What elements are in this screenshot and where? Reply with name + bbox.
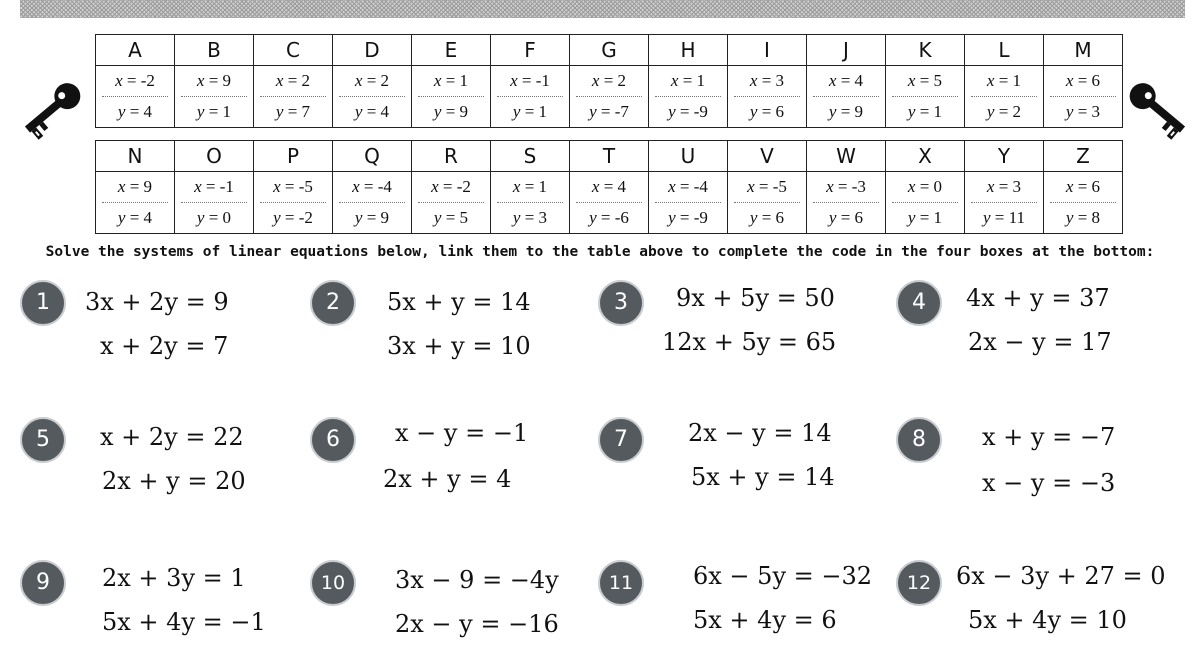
- equation-2: x − y = −3: [982, 469, 1116, 497]
- problem-1: [20, 280, 310, 390]
- code-values-cell: [965, 172, 1044, 234]
- y-value: y = 1: [196, 102, 232, 121]
- code-letter: Z: [1044, 141, 1123, 172]
- problem-4: [896, 280, 1186, 390]
- y-value: y = -7: [589, 102, 629, 121]
- x-value: x = 4: [813, 66, 879, 97]
- problem-3: [598, 280, 888, 390]
- code-letter: S: [491, 141, 570, 172]
- key-icon: [12, 74, 92, 148]
- equation-2: 2x + y = 20: [102, 467, 246, 495]
- x-value: x = -1: [181, 172, 247, 203]
- x-value: x = 3: [971, 172, 1037, 203]
- code-letter: V: [728, 141, 807, 172]
- problem-number-badge: 1: [20, 280, 66, 326]
- x-value: x = 2: [339, 66, 405, 97]
- x-value: x = 5: [892, 66, 958, 97]
- code-values-cell: [96, 172, 175, 234]
- code-letter: N: [96, 141, 175, 172]
- code-values-cell: [491, 66, 570, 128]
- code-values-cell: [254, 66, 333, 128]
- equation-1: 4x + y = 37: [966, 284, 1110, 312]
- code-values-cell: [807, 172, 886, 234]
- y-value: y = 1: [907, 208, 943, 227]
- y-value: y = 6: [749, 208, 785, 227]
- equation-1: 6x − 5y = −32: [693, 562, 873, 590]
- code-values-cell: [491, 172, 570, 234]
- y-value: y = 8: [1065, 208, 1101, 227]
- x-value: x = -3: [813, 172, 879, 203]
- problem-number-badge: 9: [20, 560, 66, 606]
- x-value: x = -5: [260, 172, 326, 203]
- y-value: y = -2: [273, 208, 313, 227]
- x-value: x = -4: [339, 172, 405, 203]
- code-values-cell: [333, 172, 412, 234]
- code-values-cell: [1044, 66, 1123, 128]
- equation-1: 2x + 3y = 1: [102, 564, 246, 592]
- problem-12: [896, 560, 1186, 670]
- code-letter: K: [886, 35, 965, 66]
- code-letter: L: [965, 35, 1044, 66]
- equation-2: 5x + y = 14: [691, 463, 835, 491]
- code-values-cell: [570, 66, 649, 128]
- code-values-cell: [807, 66, 886, 128]
- code-values-cell: [886, 172, 965, 234]
- y-value: y = -9: [668, 208, 708, 227]
- y-value: y = 3: [512, 208, 548, 227]
- x-value: x = 9: [102, 172, 168, 203]
- code-letter: T: [570, 141, 649, 172]
- y-value: y = 9: [354, 208, 390, 227]
- code-letter: U: [649, 141, 728, 172]
- code-letter: A: [96, 35, 175, 66]
- equation-1: x + 2y = 22: [100, 423, 244, 451]
- equation-1: 3x + 2y = 9: [85, 288, 229, 316]
- x-value: x = 2: [576, 66, 642, 97]
- code-values-cell: [965, 66, 1044, 128]
- y-value: y = 6: [828, 208, 864, 227]
- code-values-cell: [175, 66, 254, 128]
- equation-1: 5x + y = 14: [387, 288, 531, 316]
- code-letter: R: [412, 141, 491, 172]
- code-letter: M: [1044, 35, 1123, 66]
- x-value: x = -2: [102, 66, 168, 97]
- x-value: x = 6: [1050, 172, 1116, 203]
- x-value: x = -1: [497, 66, 563, 97]
- code-table-a-to-m: [95, 34, 1123, 128]
- equation-2: 2x + y = 4: [383, 465, 512, 493]
- equation-1: 6x − 3y + 27 = 0: [956, 562, 1166, 590]
- x-value: x = 1: [418, 66, 484, 97]
- problem-10: [310, 560, 600, 670]
- y-value: y = 9: [828, 102, 864, 121]
- code-values-cell: [412, 66, 491, 128]
- problem-number-badge: 12: [896, 560, 942, 606]
- problem-2: [310, 280, 600, 390]
- x-value: x = 9: [181, 66, 247, 97]
- equation-2: x + 2y = 7: [100, 332, 229, 360]
- equation-1: 3x − 9 = −4y: [395, 566, 559, 594]
- code-values-cell: [886, 66, 965, 128]
- problem-number-badge: 6: [310, 417, 356, 463]
- code-letter: H: [649, 35, 728, 66]
- y-value: y = 4: [354, 102, 390, 121]
- code-table-n-to-z: [95, 140, 1123, 234]
- equation-1: x + y = −7: [982, 423, 1116, 451]
- code-letter: W: [807, 141, 886, 172]
- x-value: x = 4: [576, 172, 642, 203]
- equation-2: 5x + 4y = 10: [968, 606, 1127, 634]
- problem-number-badge: 4: [896, 280, 942, 326]
- code-values-cell: [728, 172, 807, 234]
- problem-9: [20, 560, 310, 670]
- y-value: y = 5: [433, 208, 469, 227]
- x-value: x = -4: [655, 172, 721, 203]
- equation-2: 5x + 4y = −1: [102, 608, 266, 636]
- code-letter: B: [175, 35, 254, 66]
- equation-1: x − y = −1: [395, 419, 529, 447]
- y-value: y = 6: [749, 102, 785, 121]
- x-value: x = -2: [418, 172, 484, 203]
- code-letter: Q: [333, 141, 412, 172]
- problem-number-badge: 11: [598, 560, 644, 606]
- x-value: x = 3: [734, 66, 800, 97]
- y-value: y = 4: [117, 208, 153, 227]
- code-values-cell: [96, 66, 175, 128]
- problem-number-badge: 3: [598, 280, 644, 326]
- header-pattern-band: [20, 0, 1185, 18]
- code-letter: Y: [965, 141, 1044, 172]
- problem-number-badge: 2: [310, 280, 356, 326]
- y-value: y = 7: [275, 102, 311, 121]
- code-values-cell: [649, 66, 728, 128]
- equation-1: 9x + 5y = 50: [676, 284, 835, 312]
- problem-11: [598, 560, 888, 670]
- code-letter: G: [570, 35, 649, 66]
- x-value: x = 0: [892, 172, 958, 203]
- equation-2: 12x + 5y = 65: [662, 328, 837, 356]
- x-value: x = 6: [1050, 66, 1116, 97]
- y-value: y = 11: [982, 208, 1025, 227]
- code-values-cell: [333, 66, 412, 128]
- code-values-cell: [570, 172, 649, 234]
- problem-7: [598, 417, 888, 527]
- y-value: y = -9: [668, 102, 708, 121]
- code-letter: P: [254, 141, 333, 172]
- code-letter: F: [491, 35, 570, 66]
- code-values-cell: [254, 172, 333, 234]
- code-letter: E: [412, 35, 491, 66]
- key-icon: [1118, 74, 1198, 148]
- code-letter: O: [175, 141, 254, 172]
- y-value: y = 0: [196, 208, 232, 227]
- problem-number-badge: 7: [598, 417, 644, 463]
- code-values-cell: [728, 66, 807, 128]
- code-values-cell: [175, 172, 254, 234]
- x-value: x = 1: [497, 172, 563, 203]
- y-value: y = 1: [907, 102, 943, 121]
- y-value: y = -6: [589, 208, 629, 227]
- y-value: y = 1: [512, 102, 548, 121]
- problem-number-badge: 10: [310, 560, 356, 606]
- problem-number-badge: 8: [896, 417, 942, 463]
- equation-2: 2x − y = −16: [395, 610, 559, 638]
- problem-5: [20, 417, 310, 527]
- y-value: y = 3: [1065, 102, 1101, 121]
- x-value: x = 1: [971, 66, 1037, 97]
- equation-2: 2x − y = 17: [968, 328, 1112, 356]
- problem-6: [310, 417, 600, 527]
- x-value: x = 1: [655, 66, 721, 97]
- problem-8: [896, 417, 1186, 527]
- code-letter: C: [254, 35, 333, 66]
- problem-number-badge: 5: [20, 417, 66, 463]
- code-letter: X: [886, 141, 965, 172]
- equation-2: 5x + 4y = 6: [693, 606, 837, 634]
- code-letter: D: [333, 35, 412, 66]
- y-value: y = 2: [986, 102, 1022, 121]
- code-values-cell: [1044, 172, 1123, 234]
- x-value: x = 2: [260, 66, 326, 97]
- instructions-text: Solve the systems of linear equations below, link them to the table above to complete the code in the four boxes at the bottom:: [45, 244, 1155, 260]
- y-value: y = 9: [433, 102, 469, 121]
- x-value: x = -5: [734, 172, 800, 203]
- equation-2: 3x + y = 10: [387, 332, 531, 360]
- code-values-cell: [649, 172, 728, 234]
- code-letter: I: [728, 35, 807, 66]
- code-values-cell: [412, 172, 491, 234]
- equation-1: 2x − y = 14: [688, 419, 832, 447]
- code-letter: J: [807, 35, 886, 66]
- y-value: y = 4: [117, 102, 153, 121]
